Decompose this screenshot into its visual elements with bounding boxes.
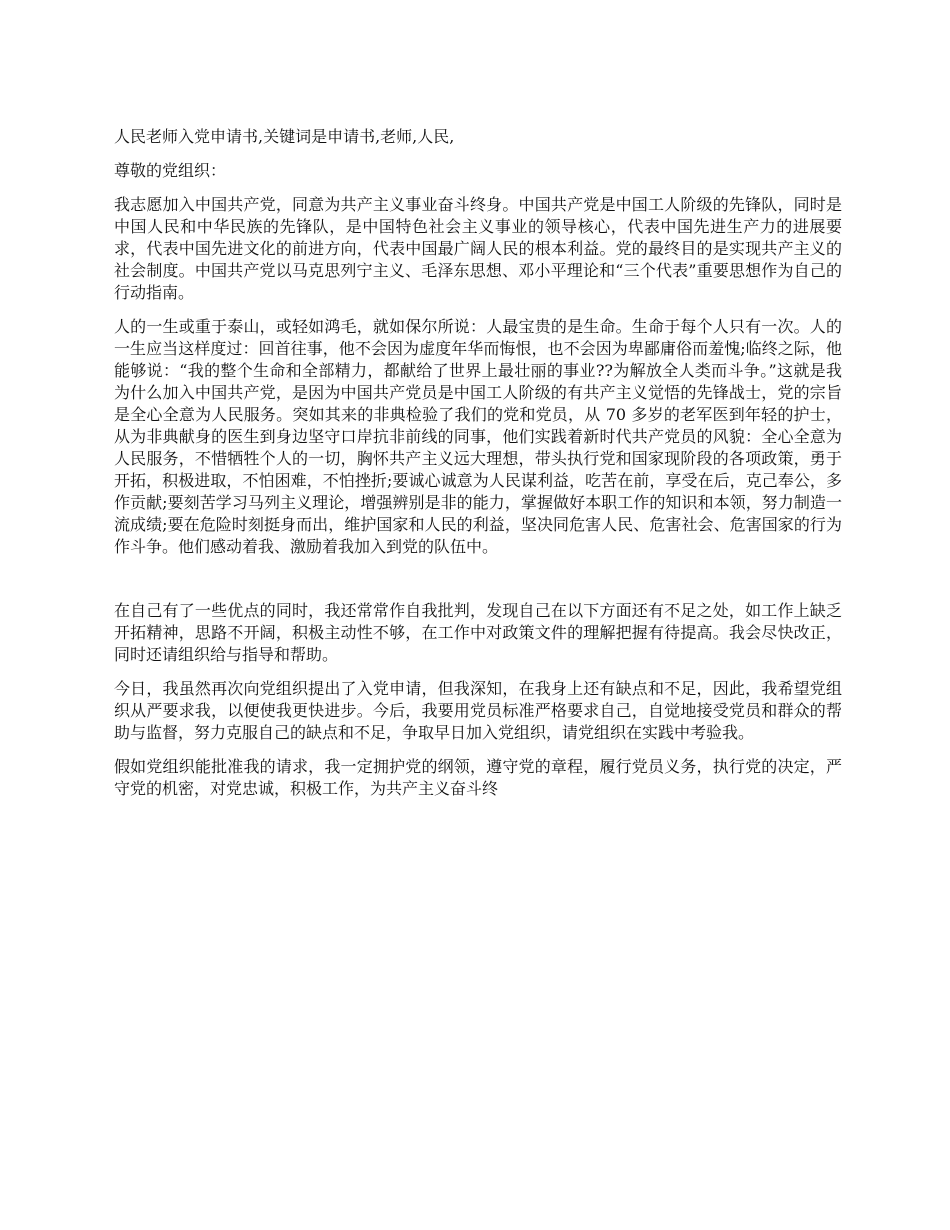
document-body [114,126,842,812]
paragraph-1: 我志愿加入中国共产党，同意为共产主义事业奋斗终身。中国共产党是中国工人阶级的先锋队，同时是中国人民和中华民族的先锋队，是中国特色社会主义事业的领导核心，代表中国先进生产力的进展要求，代表中国先进文化的前进方向，代表中国最广阔人民的根本利益。党的最终目的是实现共产主义的社会制度。中国共产党以马克思列宁主义、毛泽东思想、邓小平理论和“三个代表”重要思想作为自己的行动指南。 [114,195,842,302]
document-title-line: 人民老师入党申请书,关键词是申请书,老师,人民, [114,127,455,146]
paragraph-5: 假如党组织能批准我的请求，我一定拥护党的纲领，遵守党的章程，履行党员义务，执行党的决定，严守党的机密，对党忠诚，积极工作，为共产主义奋斗终 [114,757,842,798]
blank-spacer [114,570,842,600]
salutation: 尊敬的党组织： [114,161,227,180]
paragraph-2: 人的一生或重于泰山，或轻如鸿毛，就如保尔所说：人最宝贵的是生命。生命于每个人只有一次。人的一生应当这样度过：回首往事，他不会因为虚度年华而悔恨，也不会因为卑鄙庸俗而羞愧;临终之际，他能够说：“我的整个生命和全部精力，都献给了世界上最壮丽的事业??为解放全人类而斗争。”这就是我为什么加入中国共产党，是因为中国共产党员是中国工人阶级的有共产主义觉悟的先锋战士，党的宗旨是全心全意为人民服务。突如其来的非典检验了我们的党和党员，从 70 多岁的老军医到年轻的护士，从为非典献身的医生到身边坚守口岸抗非前线的同事，他们实践着新时代共产党员的风貌：全心全意为人民服务，不惜牺牲个人的一切，胸怀共产主义远大理想，带头执行党和国家现阶段的各项政策，勇于开拓，积极进取，不怕困难，不怕挫折;要诚心诚意为人民谋利益，吃苦在前，享受在后，克己奉公，多作贡献;要刻苦学习马列主义理论，增强辨别是非的能力，掌握做好本职工作的知识和本领，努力制造一流成绩;要在危险时刻挺身而出，维护国家和人民的利益，坚决同危害人民、危害社会、危害国家的行为作斗争。他们感动着我、激励着我加入到党的队伍中。 [114,317,842,556]
paragraph-4: 今日，我虽然再次向党组织提出了入党申请，但我深知，在我身上还有缺点和不足，因此，我希望党组织从严要求我，以便使我更快进步。今后，我要用党员标准严格要求自己，自觉地接受党员和群众的帮助与监督，努力克服自己的缺点和不足，争取早日加入党组织，请党组织在实践中考验我。 [114,679,842,742]
paragraph-3: 在自己有了一些优点的同时，我还常常作自我批判，发现自己在以下方面还有不足之处，如工作上缺乏开拓精神，思路不开阔，积极主动性不够，在工作中对政策文件的理解把握有待提高。我会尽快改正，同时还请组织给与指导和帮助。 [114,601,842,664]
